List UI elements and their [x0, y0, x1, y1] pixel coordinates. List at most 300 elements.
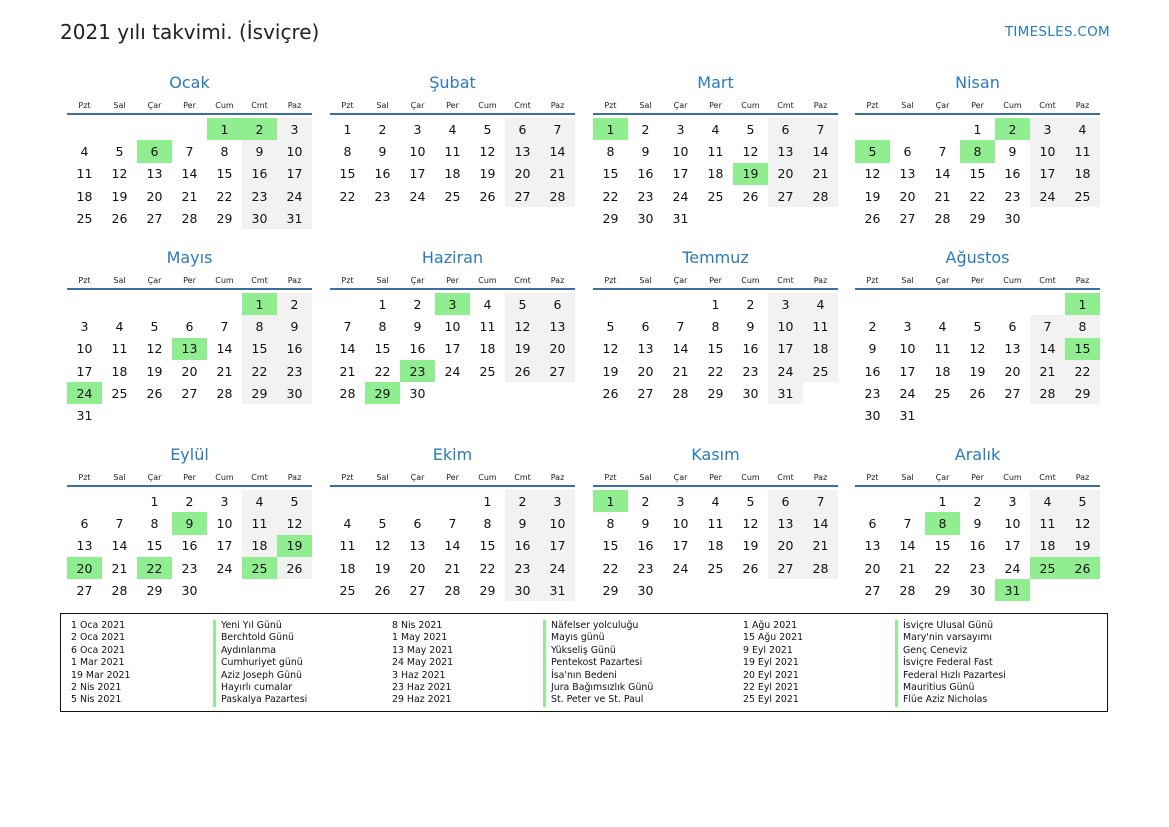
day-cell: 18: [479, 341, 496, 357]
empty-cell: [890, 490, 925, 512]
day-cell: 20: [505, 163, 540, 185]
day-cell: 11: [76, 166, 93, 182]
day-cell: 29: [479, 582, 496, 598]
day-cell: 16: [505, 535, 540, 557]
month-name: Aralık: [954, 445, 1001, 464]
day-cell: 8: [1065, 315, 1100, 337]
day-cell: 19: [111, 188, 128, 204]
day-cell: 29: [602, 582, 619, 598]
legend-date: 1 May 2021: [392, 632, 448, 644]
month-4: [855, 72, 1100, 229]
day-cell: 21: [899, 560, 916, 576]
holiday-day-cell: 25: [242, 557, 277, 579]
day-cell: 15: [242, 338, 277, 360]
day-cell: 22: [602, 560, 619, 576]
empty-cell: [925, 118, 960, 140]
legend-names-col-3: [895, 620, 1006, 707]
day-cell: 19: [864, 188, 881, 204]
day-cell: 20: [899, 188, 916, 204]
month-6: [330, 247, 575, 404]
day-cell: 13: [637, 341, 654, 357]
day-cell: 5: [505, 293, 540, 315]
empty-cell: [890, 118, 925, 140]
day-cell: 27: [540, 360, 575, 382]
weekday-header: [330, 466, 575, 487]
day-cell: 5: [378, 515, 387, 531]
empty-cell: [400, 490, 435, 512]
day-cell: 6: [80, 515, 89, 531]
day-cell: 25: [803, 360, 838, 382]
day-cell: 4: [115, 318, 124, 334]
holiday-day-cell: 8: [960, 140, 995, 162]
day-cell: 14: [803, 140, 838, 162]
legend-date: 29 Haz 2021: [392, 694, 452, 706]
day-cell: 21: [934, 188, 951, 204]
day-cell: 21: [540, 163, 575, 185]
day-cell: 30: [637, 210, 654, 226]
legend-date: 22 Eyl 2021: [743, 682, 799, 694]
day-cell: 26: [374, 582, 391, 598]
month-8: [855, 247, 1100, 427]
day-cell: 15: [339, 166, 356, 182]
day-cell: 28: [540, 185, 575, 207]
day-cell: 6: [413, 515, 422, 531]
day-cell: 28: [216, 385, 233, 401]
day-cell: 27: [1004, 385, 1021, 401]
legend-names-col-1: [213, 620, 307, 707]
holiday-day-cell: 31: [995, 579, 1030, 601]
day-cell: 18: [111, 363, 128, 379]
day-cell: 15: [602, 538, 619, 554]
day-cell: 10: [409, 143, 426, 159]
weekday-label: Cum: [741, 276, 760, 285]
day-cell: 19: [479, 166, 496, 182]
empty-cell: [330, 490, 365, 512]
day-cell: 2: [746, 296, 755, 312]
day-cell: 30: [277, 382, 312, 404]
legend-date: 25 Eyl 2021: [743, 694, 799, 706]
day-cell: 15: [707, 341, 724, 357]
weekday-label: Pzt: [604, 101, 617, 110]
day-cell: 6: [868, 515, 877, 531]
month-3: [593, 72, 838, 229]
day-grid: [330, 118, 575, 207]
month-12: [855, 444, 1100, 601]
legend-holiday-name: İsviçre Federal Fast: [895, 657, 1006, 669]
day-cell: 17: [1030, 163, 1065, 185]
day-cell: 1: [711, 296, 720, 312]
holiday-day-cell: 2: [242, 118, 277, 140]
legend-date: 13 May 2021: [392, 644, 454, 656]
day-cell: 1: [938, 493, 947, 509]
day-cell: 10: [672, 515, 689, 531]
day-cell: 6: [540, 293, 575, 315]
weekday-label: Cum: [741, 101, 760, 110]
day-cell: 10: [672, 143, 689, 159]
day-cell: 1: [973, 121, 982, 137]
day-cell: 4: [1065, 118, 1100, 140]
weekday-header: [855, 94, 1100, 115]
weekday-label: Sal: [113, 276, 126, 285]
day-cell: 26: [111, 210, 128, 226]
day-cell: 27: [637, 385, 654, 401]
legend-date: 1 Ağu 2021: [743, 620, 798, 631]
weekday-label: Cum: [1003, 473, 1022, 482]
weekday-label: Pzt: [866, 101, 879, 110]
day-cell: 25: [76, 210, 93, 226]
weekday-header: [330, 269, 575, 290]
day-cell: 9: [641, 143, 650, 159]
weekday-label: Çar: [410, 473, 425, 482]
holiday-day-cell: 23: [400, 360, 435, 382]
day-cell: 26: [146, 385, 163, 401]
day-cell: 14: [540, 140, 575, 162]
holiday-legend: [60, 613, 1108, 712]
day-cell: 22: [969, 188, 986, 204]
day-cell: 18: [707, 538, 724, 554]
day-cell: 5: [973, 318, 982, 334]
day-cell: 14: [934, 166, 951, 182]
day-cell: 17: [277, 163, 312, 185]
month-name: Mayıs: [166, 248, 213, 267]
day-cell: 15: [374, 341, 391, 357]
day-cell: 12: [864, 166, 881, 182]
day-cell: 10: [1030, 140, 1065, 162]
legend-date: 3 Haz 2021: [392, 669, 446, 681]
day-cell: 14: [803, 512, 838, 534]
legend-holiday-name: Mayıs günü: [543, 632, 653, 644]
empty-cell: [67, 490, 102, 512]
holiday-day-cell: 1: [593, 118, 628, 140]
day-cell: 26: [479, 188, 496, 204]
day-cell: 8: [606, 143, 615, 159]
holiday-day-cell: 25: [1030, 557, 1065, 579]
day-cell: 30: [864, 408, 881, 424]
day-cell: 25: [479, 363, 496, 379]
weekday-label: Sal: [376, 473, 389, 482]
day-cell: 14: [672, 341, 689, 357]
weekday-label: Paz: [550, 276, 565, 285]
legend-holiday-name: Federal Hızlı Pazartesi: [895, 670, 1006, 682]
day-cell: 2: [973, 493, 982, 509]
day-cell: 14: [899, 538, 916, 554]
day-cell: 24: [216, 560, 233, 576]
weekday-label: Sal: [113, 473, 126, 482]
day-cell: 2: [413, 296, 422, 312]
weekday-label: Çar: [935, 276, 950, 285]
day-cell: 10: [1004, 515, 1021, 531]
day-cell: 23: [637, 560, 654, 576]
month-9: [67, 444, 312, 601]
brand-link[interactable]: TIMESLES.COM: [1004, 24, 1110, 40]
day-cell: 15: [934, 538, 951, 554]
weekday-label: Çar: [410, 276, 425, 285]
legend-date: 9 Eyl 2021: [743, 644, 793, 656]
day-cell: 11: [1030, 512, 1065, 534]
weekday-label: Paz: [813, 101, 828, 110]
day-cell: 18: [76, 188, 93, 204]
holiday-day-cell: 20: [67, 557, 102, 579]
legend-date: 19 Eyl 2021: [743, 657, 799, 669]
empty-cell: [67, 293, 102, 315]
legend-dates-col-2: [392, 620, 453, 707]
legend-date: 19 Mar 2021: [71, 669, 131, 681]
empty-cell: [855, 490, 890, 512]
weekday-label: Cum: [215, 276, 234, 285]
day-grid: [855, 293, 1100, 427]
day-cell: 19: [742, 538, 759, 554]
day-cell: 1: [378, 296, 387, 312]
legend-holiday-name: Näfelser yolculuğu: [543, 620, 653, 632]
day-cell: 9: [641, 515, 650, 531]
day-cell: 20: [768, 535, 803, 557]
day-cell: 23: [864, 385, 881, 401]
day-cell: 19: [505, 338, 540, 360]
day-cell: 7: [938, 143, 947, 159]
legend-holiday-name: Aydınlanma: [213, 645, 307, 657]
weekday-label: Paz: [550, 101, 565, 110]
weekday-label: Cmt: [777, 101, 794, 110]
empty-cell: [172, 293, 207, 315]
day-cell: 27: [409, 582, 426, 598]
day-cell: 29: [242, 382, 277, 404]
day-grid: [593, 293, 838, 404]
day-cell: 24: [540, 557, 575, 579]
day-cell: 14: [181, 166, 198, 182]
empty-cell: [628, 293, 663, 315]
day-cell: 9: [868, 341, 877, 357]
day-cell: 2: [641, 493, 650, 509]
month-name: Haziran: [421, 248, 484, 267]
legend-holiday-name: Aziz Joseph Günü: [213, 670, 307, 682]
weekday-label: Pzt: [78, 473, 91, 482]
weekday-label: Cmt: [251, 276, 268, 285]
day-cell: 30: [242, 207, 277, 229]
legend-holiday-name: Berchtold Günü: [213, 632, 307, 644]
day-cell: 31: [768, 382, 803, 404]
day-cell: 31: [540, 579, 575, 601]
month-name: Eylül: [170, 445, 209, 464]
holiday-day-cell: 15: [1065, 338, 1100, 360]
day-cell: 16: [969, 538, 986, 554]
day-cell: 3: [1008, 493, 1017, 509]
day-cell: 7: [115, 515, 124, 531]
day-cell: 16: [181, 538, 198, 554]
day-cell: 5: [746, 121, 755, 137]
day-cell: 28: [934, 210, 951, 226]
day-cell: 2: [185, 493, 194, 509]
day-cell: 19: [602, 363, 619, 379]
day-cell: 12: [146, 341, 163, 357]
weekday-label: Sal: [639, 473, 652, 482]
day-cell: 19: [969, 363, 986, 379]
weekday-label: Sal: [901, 473, 914, 482]
day-cell: 23: [637, 188, 654, 204]
day-cell: 22: [1065, 360, 1100, 382]
day-cell: 23: [181, 560, 198, 576]
holiday-day-cell: 1: [242, 293, 277, 315]
day-cell: 27: [768, 557, 803, 579]
day-cell: 31: [277, 207, 312, 229]
day-cell: 19: [374, 560, 391, 576]
day-cell: 12: [969, 341, 986, 357]
weekday-label: Çar: [673, 473, 688, 482]
day-cell: 26: [602, 385, 619, 401]
day-cell: 13: [540, 315, 575, 337]
day-cell: 7: [448, 515, 457, 531]
weekday-label: Cum: [1003, 276, 1022, 285]
legend-holiday-name: Mary'nin varsayımı: [895, 632, 1006, 644]
day-cell: 11: [707, 515, 724, 531]
day-cell: 2: [868, 318, 877, 334]
day-cell: 16: [242, 163, 277, 185]
legend-holiday-name: Hayırlı cumalar: [213, 682, 307, 694]
day-cell: 12: [374, 538, 391, 554]
legend-dates-col-1: [71, 620, 130, 707]
weekday-label: Pzt: [866, 473, 879, 482]
legend-date: 15 Ağu 2021: [743, 632, 804, 644]
weekday-label: Pzt: [866, 276, 879, 285]
legend-date: 8 Nis 2021: [392, 620, 443, 631]
day-cell: 8: [483, 515, 492, 531]
day-cell: 24: [672, 188, 689, 204]
day-cell: 3: [413, 121, 422, 137]
weekday-label: Cum: [478, 101, 497, 110]
day-cell: 10: [899, 341, 916, 357]
legend-holiday-name: İsviçre Ulusal Günü: [895, 620, 1006, 632]
day-cell: 9: [413, 318, 422, 334]
day-cell: 24: [277, 185, 312, 207]
day-cell: 21: [339, 363, 356, 379]
day-cell: 14: [1030, 338, 1065, 360]
day-cell: 15: [216, 166, 233, 182]
day-cell: 27: [768, 185, 803, 207]
month-name: Şubat: [429, 73, 476, 92]
day-cell: 20: [1004, 363, 1021, 379]
day-cell: 11: [707, 143, 724, 159]
weekday-label: Paz: [550, 473, 565, 482]
day-grid: [67, 490, 312, 601]
legend-names-col-2: [543, 620, 653, 707]
empty-cell: [855, 118, 890, 140]
day-cell: 12: [277, 512, 312, 534]
day-cell: 11: [1065, 140, 1100, 162]
weekday-label: Cmt: [514, 473, 531, 482]
month-2: [330, 72, 575, 207]
day-cell: 17: [216, 538, 233, 554]
day-cell: 3: [80, 318, 89, 334]
day-cell: 2: [641, 121, 650, 137]
day-cell: 19: [1065, 535, 1100, 557]
day-grid: [855, 490, 1100, 601]
day-cell: 25: [339, 582, 356, 598]
empty-cell: [925, 293, 960, 315]
day-cell: 16: [637, 166, 654, 182]
legend-date: 20 Eyl 2021: [743, 669, 799, 681]
day-cell: 2: [505, 490, 540, 512]
legend-holiday-name: İsa'nın Bedeni: [543, 670, 653, 682]
day-cell: 8: [242, 315, 277, 337]
weekday-label: Per: [709, 101, 722, 110]
day-cell: 9: [746, 318, 755, 334]
day-cell: 6: [505, 118, 540, 140]
day-cell: 13: [768, 512, 803, 534]
day-cell: 9: [242, 140, 277, 162]
day-cell: 11: [339, 538, 356, 554]
day-cell: 11: [242, 512, 277, 534]
holiday-day-cell: 6: [137, 140, 172, 162]
day-grid: [67, 293, 312, 427]
day-cell: 31: [899, 408, 916, 424]
weekday-label: Paz: [813, 276, 828, 285]
month-name: Mart: [697, 73, 734, 92]
day-cell: 30: [409, 385, 426, 401]
holiday-day-cell: 13: [172, 338, 207, 360]
weekday-header: [593, 466, 838, 487]
day-cell: 16: [637, 538, 654, 554]
day-cell: 4: [803, 293, 838, 315]
day-cell: 27: [899, 210, 916, 226]
day-cell: 12: [479, 143, 496, 159]
day-cell: 24: [1030, 185, 1065, 207]
day-cell: 9: [378, 143, 387, 159]
empty-cell: [67, 118, 102, 140]
day-cell: 10: [768, 315, 803, 337]
holiday-day-cell: 5: [855, 140, 890, 162]
month-11: [593, 444, 838, 601]
legend-date: 1 Oca 2021: [71, 620, 126, 631]
weekday-header: [855, 269, 1100, 290]
day-cell: 5: [606, 318, 615, 334]
weekday-label: Cum: [215, 473, 234, 482]
legend-holiday-name: Jura Bağımsızlık Günü: [543, 682, 653, 694]
day-cell: 8: [220, 143, 229, 159]
day-cell: 16: [742, 341, 759, 357]
day-cell: 1: [150, 493, 159, 509]
day-cell: 24: [409, 188, 426, 204]
day-cell: 15: [969, 166, 986, 182]
weekday-label: Cum: [478, 473, 497, 482]
day-cell: 20: [540, 338, 575, 360]
day-cell: 26: [277, 557, 312, 579]
day-cell: 5: [277, 490, 312, 512]
empty-cell: [593, 293, 628, 315]
day-cell: 30: [505, 579, 540, 601]
day-cell: 23: [1004, 188, 1021, 204]
day-cell: 24: [444, 363, 461, 379]
day-cell: 8: [378, 318, 387, 334]
day-cell: 8: [711, 318, 720, 334]
day-cell: 31: [76, 408, 93, 424]
day-cell: 3: [676, 493, 685, 509]
day-cell: 26: [742, 560, 759, 576]
day-cell: 17: [768, 338, 803, 360]
day-cell: 11: [479, 318, 496, 334]
day-cell: 18: [707, 166, 724, 182]
weekday-label: Cum: [215, 101, 234, 110]
weekday-label: Pzt: [341, 473, 354, 482]
holiday-day-cell: 1: [593, 490, 628, 512]
weekday-header: [593, 269, 838, 290]
day-cell: 4: [1030, 490, 1065, 512]
day-cell: 25: [707, 188, 724, 204]
weekday-label: Paz: [287, 276, 302, 285]
legend-holiday-name: St. Peter ve St. Paul: [543, 694, 653, 706]
weekday-label: Pzt: [78, 101, 91, 110]
day-cell: 4: [343, 515, 352, 531]
weekday-label: Cmt: [514, 101, 531, 110]
day-cell: 21: [111, 560, 128, 576]
